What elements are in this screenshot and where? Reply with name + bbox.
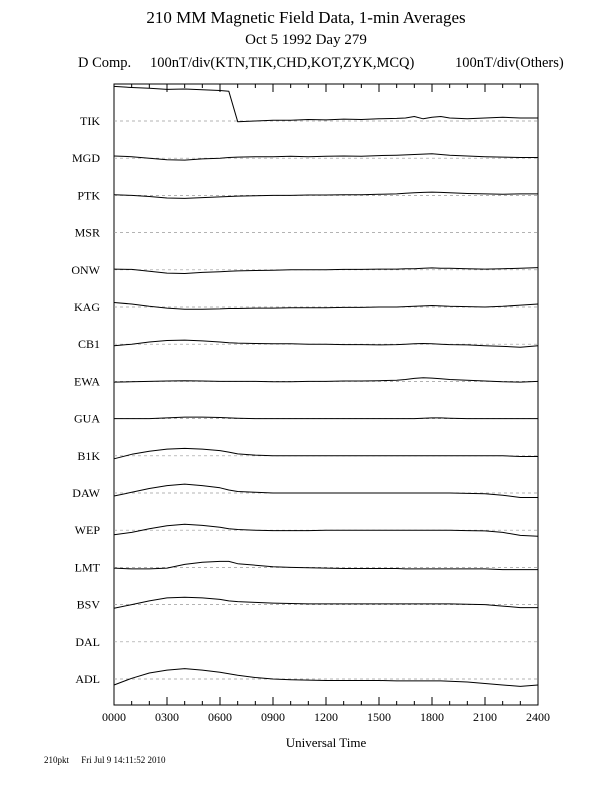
- station-label: EWA: [74, 374, 100, 389]
- station-trace: [114, 340, 538, 347]
- scale-label-b: 100nT/div(Others): [455, 55, 564, 71]
- station-label: KAG: [74, 300, 100, 314]
- station-label: ADL: [75, 672, 100, 686]
- station-label: ONW: [71, 262, 100, 277]
- component-label: D Comp.: [78, 55, 132, 71]
- station-label: BSV: [76, 597, 100, 612]
- station-label: DAL: [75, 634, 100, 649]
- x-tick-label: 1500: [367, 710, 391, 724]
- footer: [44, 755, 175, 765]
- x-tick-label: 0600: [208, 710, 232, 724]
- station-trace: [114, 669, 538, 687]
- station-trace: [114, 417, 538, 419]
- station-trace: [114, 154, 538, 160]
- x-tick-label: 1800: [420, 710, 444, 724]
- station-trace: [114, 484, 538, 497]
- x-tick-label: 0300: [155, 710, 179, 724]
- station-label: DAW: [72, 486, 100, 500]
- station-label: B1K: [77, 448, 100, 463]
- station-label: GUA: [74, 411, 100, 426]
- station-label: LMT: [74, 560, 100, 575]
- station-label: CB1: [77, 337, 100, 352]
- x-tick-label: 2400: [526, 710, 550, 724]
- x-tick-label: 0900: [261, 710, 285, 724]
- station-label: WEP: [74, 523, 100, 538]
- station-label: PTK: [77, 188, 100, 203]
- x-tick-label: 0000: [102, 710, 126, 724]
- station-label: MGD: [71, 151, 100, 166]
- scale-label-a: 100nT/div(KTN,TIK,CHD,KOT,ZYK,MCQ): [150, 55, 415, 71]
- station-label: TIK: [80, 114, 100, 128]
- x-axis-label: Universal Time: [285, 735, 367, 750]
- x-tick-label: 2100: [473, 710, 497, 724]
- footer-program: 210pkt: [44, 755, 70, 765]
- chart-title: 210 MM Magnetic Field Data, 1-min Averages: [146, 8, 466, 27]
- station-trace: [114, 303, 538, 310]
- station-trace: [114, 448, 538, 458]
- chart-subtitle: Oct 5 1992 Day 279: [245, 32, 367, 48]
- plot-frame: [114, 84, 538, 705]
- station-trace: [114, 268, 538, 274]
- station-trace: [114, 561, 538, 569]
- footer-timestamp: Fri Jul 9 14:11:52 2010: [81, 755, 166, 765]
- x-tick-label: 1200: [314, 710, 338, 724]
- station-label: MSR: [74, 225, 100, 240]
- station-trace: [114, 597, 538, 608]
